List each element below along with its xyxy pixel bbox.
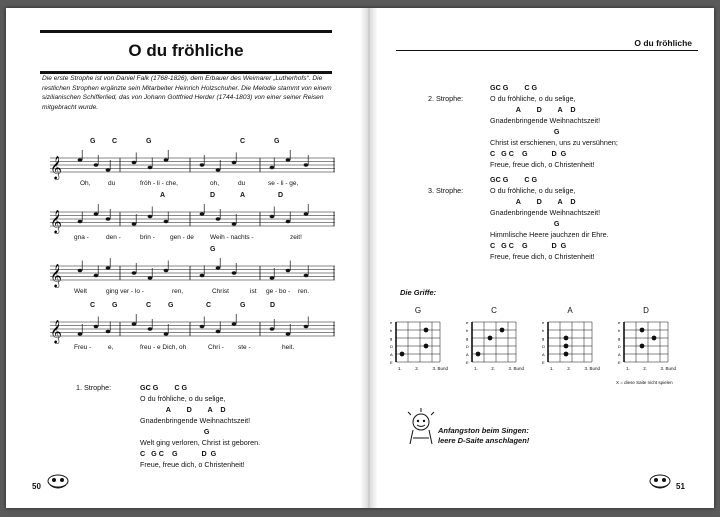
finger-dot [476, 352, 481, 357]
verse-lines [490, 82, 618, 170]
music-staff [50, 302, 335, 351]
fret-label: 3. Bund [660, 366, 676, 371]
mascot-icon [404, 408, 438, 448]
tip-line: Anfangston beim Singen: [438, 426, 529, 435]
chord-diagram [464, 306, 524, 376]
chord-diagram [616, 306, 676, 376]
fret-label: 3. Bund [584, 366, 600, 371]
staff-chord: G [274, 138, 280, 145]
verse-chords: G [490, 127, 560, 136]
staff-lyric: se - li - ge, [268, 180, 299, 187]
treble-clef-icon: 𝄞 [50, 265, 62, 287]
chord-diagram [388, 306, 448, 376]
svg-text:e: e [618, 320, 621, 325]
verse-chords: GC G C G [490, 175, 538, 184]
verse-label: 1. Strophe: [76, 383, 112, 392]
svg-text:A: A [390, 352, 393, 357]
note-head [132, 161, 137, 164]
finger-dot [652, 336, 657, 341]
ornament-icon [46, 471, 70, 489]
finger-dot [500, 328, 505, 333]
verse-label: 3. Strophe: [428, 186, 464, 195]
staff-lyric: du [108, 180, 116, 187]
finger-dot [400, 352, 405, 357]
finger-dot [564, 336, 569, 341]
note-head [78, 220, 83, 223]
staff-chord: D [278, 192, 284, 199]
note-head [270, 166, 275, 169]
tip-line: leere D-Saite anschlagen! [438, 436, 530, 445]
verse-chords: G [490, 219, 560, 228]
treble-clef-icon: 𝄞 [50, 321, 62, 343]
chord-diagram [540, 306, 600, 376]
note-head [132, 271, 137, 274]
staff-lyric: heit. [282, 344, 295, 351]
verse-text: Freue, freue dich, o Christenheit! [490, 252, 595, 261]
note-head [94, 212, 99, 215]
note-head [78, 332, 83, 335]
chord-diagram-name: A [567, 306, 573, 315]
staff-lyric: oh, [210, 180, 220, 187]
songbook-spread [6, 8, 714, 508]
note-head [232, 161, 237, 164]
verse-text: Himmlische Heere jauchzen dir Ehre. [490, 230, 609, 239]
note-head [164, 269, 169, 272]
svg-text:g: g [390, 336, 393, 341]
verse-text: Christ ist erschienen, uns zu versühnen; [490, 138, 618, 147]
verse-chords: GC G C G [140, 383, 188, 392]
note-head [106, 330, 111, 333]
staff-chord: G [210, 246, 216, 253]
note-head [286, 158, 291, 161]
svg-text:E: E [618, 360, 621, 365]
fret-label: 1. [474, 366, 478, 371]
fret-label: 2. [415, 366, 419, 371]
note-head [216, 266, 221, 269]
staff-lyric: ge - bo - [266, 288, 291, 295]
note-head [232, 322, 237, 325]
svg-text:h: h [618, 328, 621, 333]
staff-lyric: ist [250, 288, 257, 295]
staff-lyric: freu - e Dich, oh [140, 344, 187, 351]
note-head [148, 166, 153, 169]
note-head [200, 274, 205, 277]
note-head [200, 163, 205, 166]
staff-lyric: du [238, 180, 246, 187]
note-head [94, 325, 99, 328]
note-head [270, 215, 275, 218]
note-head [200, 325, 205, 328]
fret-label: 2. [567, 366, 571, 371]
note-head [148, 215, 153, 218]
fret-label: 1. [550, 366, 554, 371]
staff-chord: G [90, 138, 96, 145]
header-rule [396, 50, 698, 51]
verse-text: O du fröhliche, o du selige, [140, 394, 226, 403]
note-head [270, 327, 275, 330]
staff-lyric: Oh, [80, 180, 91, 187]
note-head [78, 158, 83, 161]
verse-chords: C G C G D G [490, 241, 567, 250]
verse-lines [490, 174, 609, 262]
staff-chord: C [112, 138, 118, 145]
verse-text: Freue, freue dich, o Christenheit! [490, 160, 595, 169]
note-head [304, 274, 309, 277]
intro-text: Die erste Strophe ist von Daniel Falk (1768-1826), dem Erbauer des Weimarer „Lutherhofs“. Die restlichen Strophen ergänzte sein Mitarbeiter Heinrich Holzschuher. Die Melodie stammt von einem sizilianischen Schifferlied, das von Johann Gottfried Herder (1744-1803) von einer seiner Reisen mitgebracht wurde. [42, 75, 332, 111]
note-head [216, 217, 221, 220]
music-staff [50, 246, 335, 295]
note-head [94, 163, 99, 166]
fret-label: 2. [643, 366, 647, 371]
staff-chord: C [90, 302, 96, 309]
staff-lyric: Weih - nachts - [210, 234, 254, 241]
svg-text:h: h [466, 328, 469, 333]
note-head [106, 168, 111, 171]
staff-lyric: fröh - li - che, [140, 180, 178, 187]
verse-chords: C G C G D G [490, 149, 567, 158]
note-head [164, 332, 169, 335]
finger-dot [424, 328, 429, 333]
staff-lyric: brin - [140, 234, 155, 241]
staff-lyric: ste - [238, 344, 251, 351]
note-head [286, 269, 291, 272]
chord-diagram-name: D [643, 306, 649, 315]
note-head [78, 269, 83, 272]
note-head [132, 222, 137, 225]
svg-text:g: g [618, 336, 621, 341]
verse-label: 2. Strophe: [428, 94, 464, 103]
ornament-icon [648, 471, 672, 489]
svg-text:e: e [542, 320, 545, 325]
svg-text:E: E [390, 360, 393, 365]
svg-text:h: h [390, 328, 393, 333]
verse-chords: G [140, 427, 210, 436]
note-head [216, 168, 221, 171]
verse-lines [140, 382, 260, 470]
note-head [148, 276, 153, 279]
staff-chord: A [240, 192, 246, 199]
staff-chord: D [210, 192, 216, 199]
staff-chord: C [206, 302, 212, 309]
note-head [304, 163, 309, 166]
finger-dot [564, 344, 569, 349]
note-head [286, 220, 291, 223]
gutter [360, 8, 378, 508]
svg-text:g: g [466, 336, 469, 341]
fret-labels [398, 366, 448, 371]
verse-text: Gnadenbringende Weihnachtszeit! [490, 208, 601, 217]
fret-labels [550, 366, 600, 371]
page-number: 51 [676, 482, 685, 491]
verse-chords: A D A D [140, 405, 226, 414]
music-staff [50, 192, 335, 241]
finger-dot [640, 344, 645, 349]
verse-text: Welt ging verloren, Christ ist geboren. [140, 438, 261, 447]
note-head [106, 266, 111, 269]
note-head [200, 212, 205, 215]
staff-lyric: gen - de [170, 234, 194, 241]
staff-lyric: ren, [172, 288, 184, 295]
note-head [270, 276, 275, 279]
chord-diagram-name: G [414, 306, 422, 315]
title-bar [40, 30, 332, 74]
svg-text:E: E [542, 360, 545, 365]
verse-chords: C G C G D G [140, 449, 217, 458]
staff-lyric: Christ [212, 288, 229, 295]
staff-lyric: Welt [74, 288, 87, 295]
note-head [232, 222, 237, 225]
running-header: O du fröhliche [634, 38, 692, 48]
note-head [286, 332, 291, 335]
finger-dot [424, 344, 429, 349]
fret-label: 1. [626, 366, 630, 371]
music-staff [50, 138, 335, 187]
staff-lyric: den - [106, 234, 121, 241]
staff-lyric: Chri - [208, 344, 224, 351]
note-head [216, 330, 221, 333]
verse-chords: A D A D [490, 197, 576, 206]
staff-chord: A [160, 192, 166, 199]
fret-label: 3. Bund [432, 366, 448, 371]
svg-text:h: h [542, 328, 545, 333]
page-number: 50 [32, 482, 41, 491]
verse-chords: GC G C G [490, 83, 538, 92]
song-title: O du fröhliche [128, 41, 244, 60]
svg-text:D: D [390, 344, 393, 349]
svg-text:D: D [618, 344, 621, 349]
staff-chord: C [146, 302, 152, 309]
staff-lyric: Freu - [74, 344, 92, 351]
staff-chord: G [240, 302, 246, 309]
staff-chord: C [240, 138, 246, 145]
note-head [164, 220, 169, 223]
verse-text: O du fröhliche, o du selige, [490, 186, 576, 195]
note-head [232, 271, 237, 274]
svg-text:A: A [466, 352, 469, 357]
finger-dot [564, 352, 569, 357]
note-head [164, 158, 169, 161]
note-head [304, 325, 309, 328]
treble-clef-icon: 𝄞 [50, 211, 62, 233]
staff-chord: G [146, 138, 152, 145]
staff-lyric: ren. [298, 288, 310, 295]
fret-label: 3. Bund [508, 366, 524, 371]
staff-chord: D [270, 302, 276, 309]
chart-footnote: X = diese Saite nicht spielen [616, 380, 673, 385]
svg-text:E: E [466, 360, 469, 365]
note-head [132, 322, 137, 325]
fret-label: 2. [491, 366, 495, 371]
svg-text:g: g [542, 336, 545, 341]
staff-lyric: ging ver - lo - [106, 288, 144, 295]
fret-labels [626, 366, 676, 371]
svg-text:A: A [618, 352, 621, 357]
svg-text:A: A [542, 352, 545, 357]
note-head [94, 274, 99, 277]
svg-text:e: e [466, 320, 469, 325]
chords-heading: Die Griffe: [400, 288, 437, 297]
fret-labels [474, 366, 524, 371]
svg-text:D: D [542, 344, 545, 349]
treble-clef-icon: 𝄞 [50, 157, 62, 179]
staff-lyric: zeit! [290, 234, 302, 241]
right-page [378, 8, 714, 508]
note-head [106, 217, 111, 220]
finger-dot [488, 336, 493, 341]
verse-text: Gnadenbringende Weihnachtszeit! [140, 416, 251, 425]
finger-dot [640, 328, 645, 333]
note-head [148, 327, 153, 330]
note-head [304, 212, 309, 215]
staff-lyric: e, [108, 344, 114, 351]
verse-text: Freue, freue dich, o Christenheit! [140, 460, 245, 469]
svg-text:D: D [466, 344, 469, 349]
singing-tip [438, 426, 529, 446]
staff-lyric: gna - [74, 234, 89, 241]
verse-chords: A D A D [490, 105, 576, 114]
chord-diagram-name: C [491, 306, 497, 315]
svg-text:e: e [390, 320, 393, 325]
verse-text: Gnadenbringende Weihnachtszeit! [490, 116, 601, 125]
staff-chord: G [168, 302, 174, 309]
left-page [6, 8, 360, 508]
staff-chord: G [112, 302, 118, 309]
fret-label: 1. [398, 366, 402, 371]
verse-text: O du fröhliche, o du selige, [490, 94, 576, 103]
